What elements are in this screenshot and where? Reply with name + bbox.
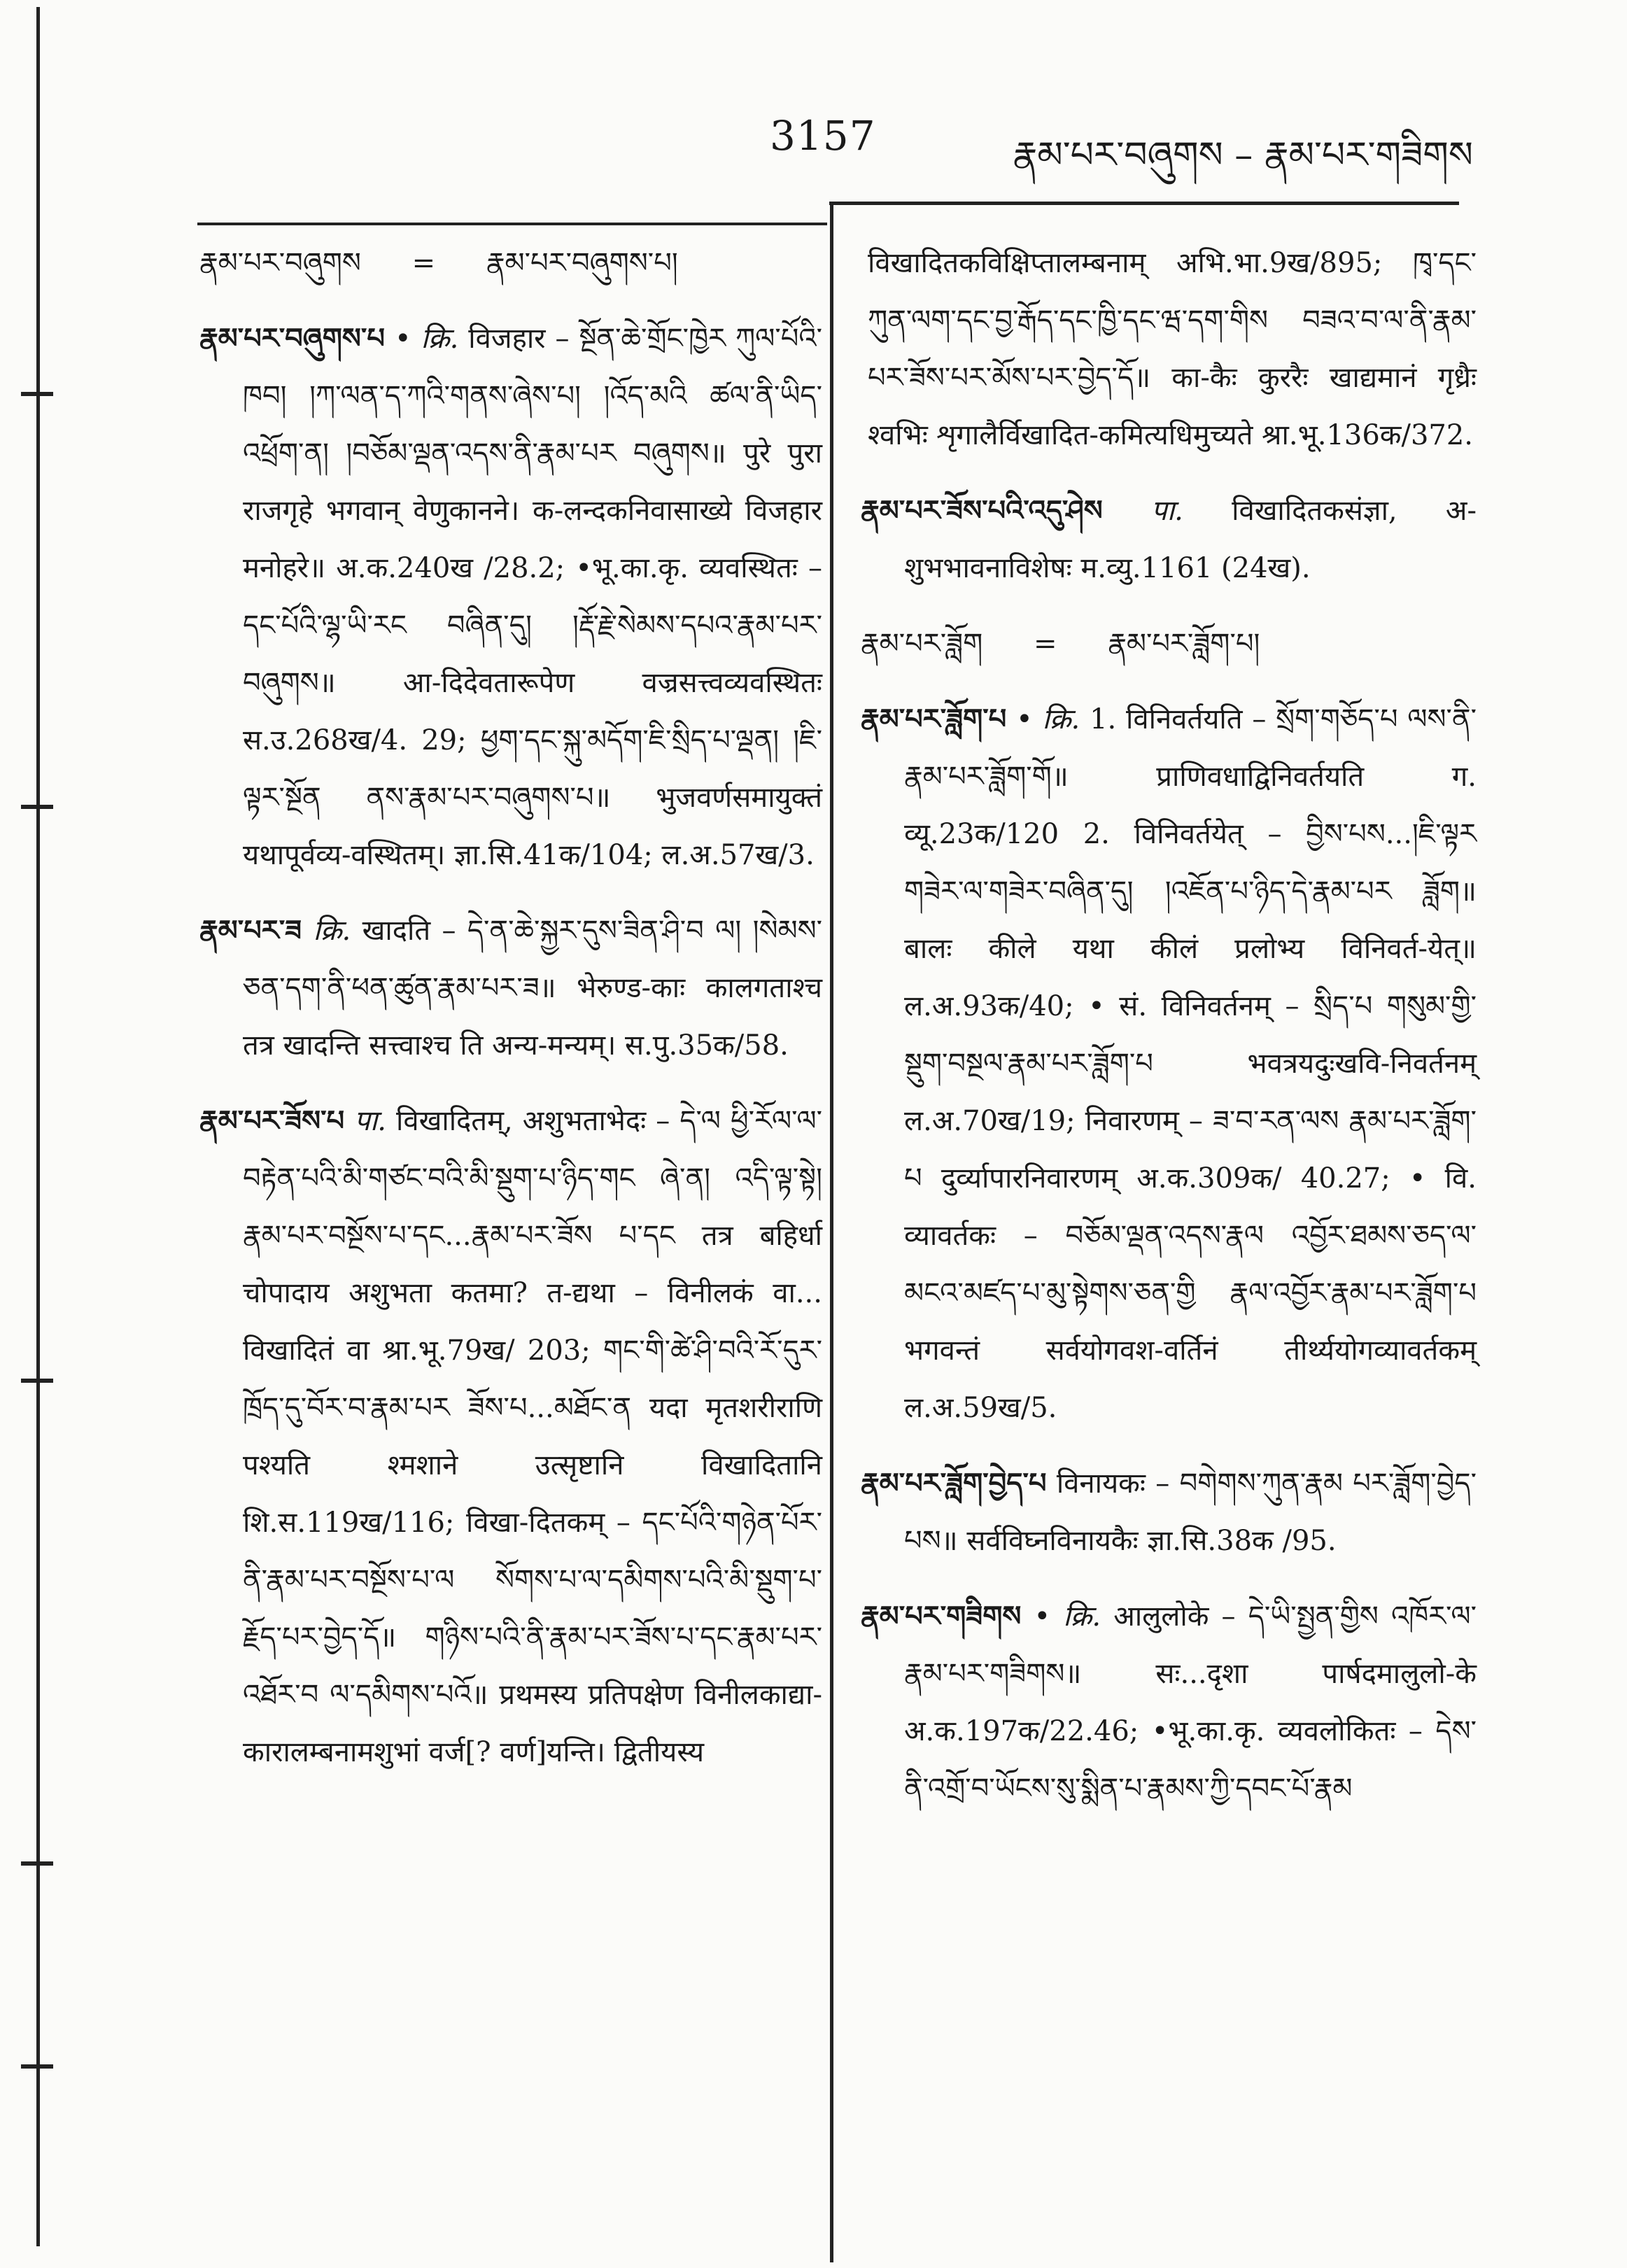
dictionary-entry <box>199 902 822 1074</box>
equals-sign: = <box>411 247 436 279</box>
cross-reference-entry <box>861 615 1477 672</box>
left-column <box>199 234 822 1799</box>
grammar-marker: • क्रि. <box>1034 1600 1101 1633</box>
dictionary-entry <box>199 1092 822 1781</box>
cross-reference-target: རྣམ་པར་ཟློག་པ། <box>1108 628 1260 660</box>
entry-body: 1. विनिवर्तयति – སྲོག་གཅོད་པ ལས་ནི་རྣམ་པར་ཟློག་གོ॥ प्राणिवधाद्विनिवर्तयति ग. व्यू.23क/120 2. विनिवर्तयेत् – བྱིས་པས...།ཇི་ལྟར གཟེར་ལ་གཟེར་བཞིན་དུ། །འཇོན་པ་ཉིད་དེ་རྣམ་པར ཟློག॥ बालः कीले यथा कीलं प्रलोभ्य विनिवर्त-येत्॥ ल.अ.93क/40; • सं. विनिवर्तनम् – སྲིད་པ གསུམ་གྱི་སྡུག་བསྔལ་རྣམ་པར་ཟློག་པ भवत्रयदुःखवि-निवर्तनम् ल.अ.70ख/19; निवारणम् – ཟ་བ་རན་ལས རྣམ་པར་ཟློག་པ दुर्व्यापारनिवारणम् अ.क.309क/ 40.27; • वि. व्यावर्तकः – བཅོམ་ལྡན་འདས་རྣལ འབྱོར་ཐམས་ཅད་ལ་མངའ་མཛད་པ་མུ་སྟེགས་ཅན་གྱི རྣལ་འབྱོར་རྣམ་པར་ཟློག་པ भगवन्तं सर्वयोगवश-वर्तिनं तीर्थ्ययोगव्यावर्तकम् ल.अ.59ख/5. <box>904 703 1477 1424</box>
page-binding-edge <box>0 0 50 2268</box>
binding-mark <box>21 2064 53 2069</box>
entry-body: आलुलोके – དེ་ཡི་སྤྱན་གྱིས འཁོར་ལ་རྣམ་པར་གཟིགས॥ सः...दृशा पार्षदमालुलो-के अ.क.197क/22.46; •भू.का.कृ. व्यवलोकितः – དེས་ནི་འགྲོ་བ་ཡོངས་སུ་སྨིན་པ་རྣམས་ཀྱི་དབང་པོ་རྣམ <box>904 1600 1477 1805</box>
entry-headword: རྣམ་པར་བཞུགས <box>199 247 361 279</box>
entry-headword: རྣམ་པར་ཟ <box>199 914 302 947</box>
entry-body: खादति – དེ་ན་ཆེ་སྐྱར་དུས་ཟིན་ཤི་བ ལ། །སེམས་ཅན་དག་ནི་ཕན་ཚུན་རྣམ་པར་ཟ॥ भेरुण्ड-काः कालगताश्च तत्र खादन्ति सत्त्वाश्च ति अन्य-मन्यम्। स.पु.35क/58. <box>243 915 823 1062</box>
entry-body: विजहार – སྔོན་ཆེ་གྲོང་ཁྱེར ཀུལ་པོའི་ཁབ། །ཀ་ལན་ད་ཀའི་གནས་ཞེས་པ། །འོད་མའི ཚལ་ནི་ཡིད་འཕྲོག་ན། །བཅོམ་ལྡན་འདས་ནི་རྣམ་པར བཞུགས॥ पुरे पुरा राजगृहे भगवान् वेणुकानने। क-लन्दकनिवासाख्ये विजहार मनोहरे॥ अ.क.240ख /28.2; •भू.का.कृ. व्यवस्थितः – དང་པོའི་ལྷ་ཡི་རང བཞིན་དུ། །རྡོ་རྗེ་སེམས་དཔའ་རྣམ་པར་བཞུགས॥ आ-दिदेवतारूपेण वज्रसत्त्वव्यवस्थितः स.उ.268ख/4. 29; ཕྱག་དང་སྐུ་མདོག་ཇི་སྲིད་པ་ལྡན། །ཇི་ལྟར་སྔོན ནས་རྣམ་པར་བཞུགས་པ॥ भुजवर्णसमायुक्तं यथापूर्वव्य-वस्थितम्। ज्ञा.सि.41क/104; ल.अ.57ख/3. <box>243 323 823 871</box>
entry-headword: རྣམ་པར་ཟོས་པ <box>199 1104 345 1137</box>
column-top-rule <box>197 223 827 225</box>
cross-reference-target: རྣམ་པར་བཞུགས་པ། <box>486 247 678 279</box>
dictionary-entry <box>861 691 1477 1437</box>
running-head: རྣམ་པར་བཞུགས – རྣམ་པར་གཟིགས <box>1013 134 1473 176</box>
entry-continuation <box>861 234 1477 464</box>
column-divider <box>830 205 833 2262</box>
page-header <box>770 105 1473 176</box>
grammar-marker: • क्रि. <box>394 323 459 355</box>
entry-body: विखादितकसंज्ञा, अ-शुभभावनाविशेषः म.व्यु.1161 (24ख). <box>904 495 1477 584</box>
right-column <box>861 234 1477 1836</box>
entry-headword: རྣམ་པར་གཟིགས <box>861 1600 1022 1633</box>
cross-reference-entry <box>199 234 822 292</box>
entry-body: विनायकः – བགེགས་ཀུན་རྣམ པར་ཟློག་བྱེད་པས॥ सर्वविघ्नविनायकैः ज्ञा.सि.38क /95. <box>904 1467 1477 1557</box>
entry-headword: རྣམ་པར་ཟོས་པའི་འདུ་ཤེས <box>861 494 1103 527</box>
binding-mark <box>21 1861 53 1866</box>
grammar-marker: पा. <box>354 1105 386 1137</box>
header-rule <box>829 202 1459 205</box>
grammar-marker: • क्रि. <box>1016 703 1080 735</box>
dictionary-entry <box>861 1455 1477 1570</box>
dictionary-entry <box>861 1588 1477 1817</box>
entry-headword: རྣམ་པར་ཟློག་པ <box>861 703 1007 735</box>
binding-line <box>36 7 40 2246</box>
page-number: 3157 <box>770 112 876 160</box>
grammar-marker: क्रि. <box>313 915 351 947</box>
binding-mark <box>21 1379 53 1383</box>
equals-sign: = <box>1033 628 1057 660</box>
entry-headword: རྣམ་པར་ཟློག <box>861 628 983 660</box>
entry-headword: རྣམ་པར་ཟློག་བྱེད་པ <box>861 1467 1047 1500</box>
dictionary-entry <box>199 310 822 884</box>
binding-mark <box>21 392 53 396</box>
binding-mark <box>21 805 53 809</box>
entry-body: विखादितम्, अशुभताभेदः – དེ་ལ ཕྱི་རོལ་ལ་བརྟེན་པའི་མི་གཙང་བའི་མི་སྡུག་པ་ཉིད་གང ཞེ་ན། འདི་ལྟ་སྟེ། རྣམ་པར་བསྔོས་པ་དང...རྣམ་པར་ཟོས པ་དང तत्र बहिर्धा चोपादाय अशुभता कतमा? त-द्यथा – विनीलकं वा... विखादितं वा श्रा.भू.79ख/ 203; གང་གི་ཚེ་ཤི་བའི་རོ་དུར་ཁྲོད་དུ་བོར་བ་རྣམ་པར ཟོས་པ...མཐོང་ན यदा मृतशरीराणि पश्यति श्मशाने उत्सृष्टानि विखादितानि शि.स.119ख/116; विखा-दितकम् – དང་པོའི་གཉེན་པོར་ནི་རྣམ་པར་བསྔོས་པ་ལ སོགས་པ་ལ་དམིགས་པའི་མི་སྡུག་པ་རྗོད་པར་བྱེད་དོ॥ གཉིས་པའི་ནི་རྣམ་པར་ཟོས་པ་དང་རྣམ་པར་འཐོར་བ ལ་དམིགས་པའོ॥ प्रथमस्य प्रतिपक्षेण विनीलकाद्या-कारालम्बनामशुभां वर्ज[? वर्ण]यन्ति। द्वितीयस्य <box>243 1105 823 1768</box>
dictionary-entry <box>861 482 1477 597</box>
entry-body: विखादितकविक्षिप्तालम्बनाम् अभि.भा.9ख/895; ཁྭ་དང་ཀུན་ལག་དང་བྱ་རྒོད་དང་ཁྱི་དང་ཝ་དག་གིས བཟའ་བ་ལ་ནི་རྣམ་པར་ཟོས་པར་མོས་པར་བྱེད་དོ॥ का-कैः कुररैः खाद्यमानं गृध्रैः श्वभिः शृगालैर्विखादित-कमित्यधिमुच्यते श्रा.भू.136क/372. <box>868 247 1477 451</box>
entry-headword: རྣམ་པར་བཞུགས་པ <box>199 322 385 355</box>
grammar-marker: पा. <box>1151 495 1183 527</box>
